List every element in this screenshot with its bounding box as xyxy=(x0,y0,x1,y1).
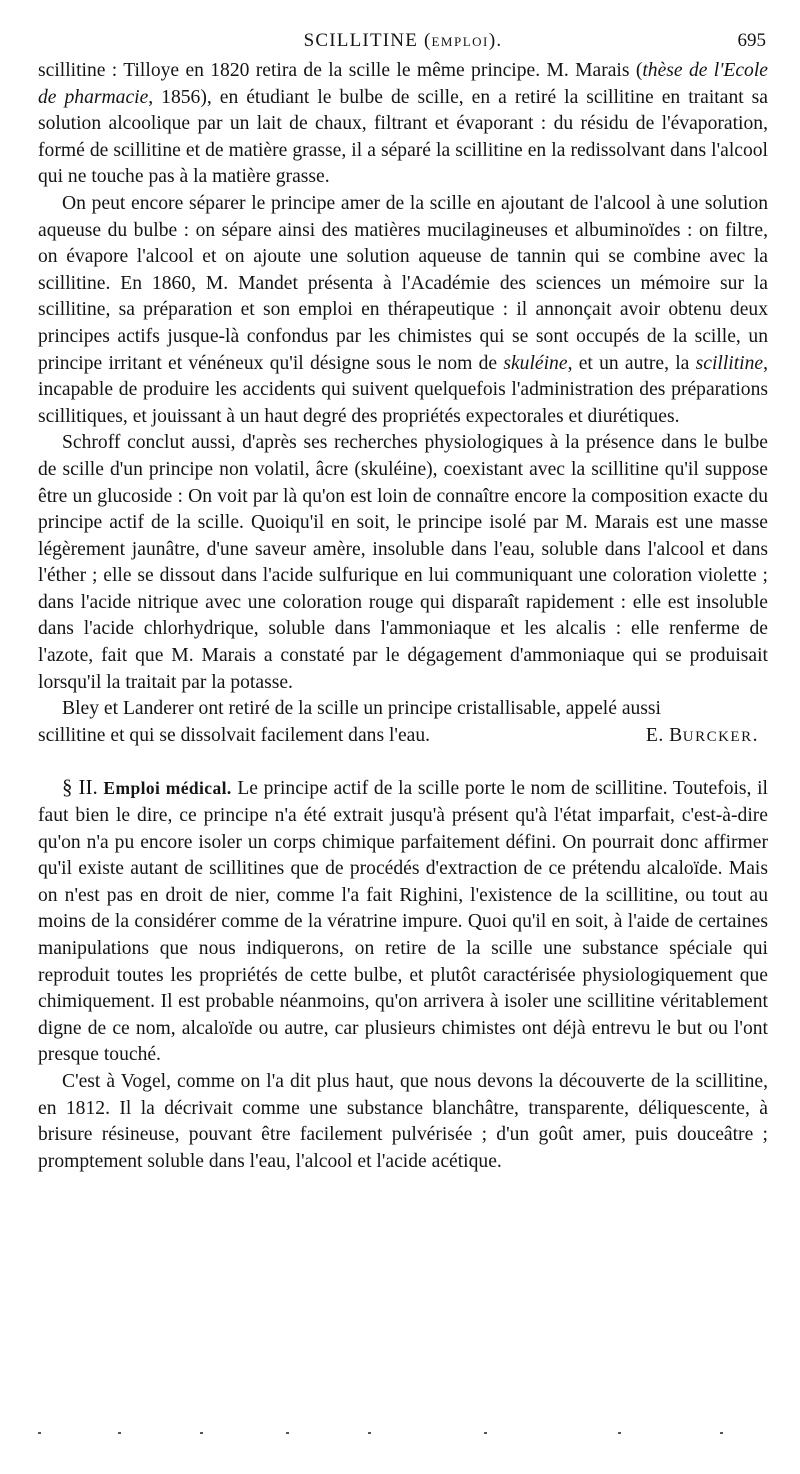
section-paragraph-1 xyxy=(38,774,768,1069)
paragraph-2-text-c: , incapable de produire les accidents qui suivent quelquefois l'administration des préparations scillitiques, et jouissant à un haut degré des propriétés expectorales et diurétiques. xyxy=(38,352,769,427)
signature-smallcaps: URCKER xyxy=(682,728,753,745)
running-title-smallcaps: EMPLOI xyxy=(431,34,489,49)
scan-mark xyxy=(484,1432,487,1434)
section-number: § II. xyxy=(62,775,98,800)
section-paragraph-1-text: Le principe actif de la scille porte le nom de scillitine. Toutefois, il faut bien le dire, ce principe n'a été extrait jusqu'à présent qu'à l'état imparfait, c'est-à-dire qu'on n'a pu encore isoler un corps chimique parfaitement défini. On pourrait donc affirmer qu'il existe autant de scillitines que de procédés d'extraction de ce prétendu alcaloïde. Mais on n'est pas en droit de nier, comme l'a fait Righini, l'existence de la scillitine, ou tout au moins de la considérer comme de la vératrine impure. Quoi qu'il en soit, à l'aide de certaines manipulations que nous indiquerons, on retire de la scille une substance spéciale qui reproduit toutes les propriétés de cette bulbe, et plutôt caractérisée physiologiquement que chimiquement. Il est probable néanmoins, qu'on arrivera à isoler une scillitine véritablement digne de ce nom, alcaloïde ou autre, car plusieurs chimistes ont déjà entrevu le but ou l'ont presque touché. xyxy=(38,778,768,1066)
scan-mark xyxy=(38,1432,41,1434)
page-number: 695 xyxy=(737,30,766,51)
paragraph-1-text-a: scillitine : Tilloye en 1820 retira de la scille le même principe. M. Marais ( xyxy=(38,60,643,81)
skuleine-italic: skuléine xyxy=(503,352,568,374)
scan-mark xyxy=(368,1432,371,1434)
paragraph-4 xyxy=(38,696,768,723)
paragraph-2-text-a: On peut encore séparer le principe amer de la scille en ajoutant de l'alcool à une solution aqueuse du bulbe : on sépare ainsi des matières mucilagineuses et albuminoïdes : on filtre, on évapore l'alcool et on ajoute une solution aqueuse de tannin qui se combine avec la scillitine. En 1860, M. Mandet présenta à l'Académie des sciences un mémoire sur la scillitine, sa préparation et son emploi en thérapeutique : il annonçait avoir obtenu deux principes actifs jusque-là confondus par les chimistes qui se sont occupés de la scille, un principe irritant et vénéneux qu'il désigne sous le nom de xyxy=(38,192,768,374)
paragraph-4-text-b: scillitine et qui se dissolvait facilement dans l'eau. xyxy=(38,724,431,746)
signature-line xyxy=(38,723,768,751)
paragraph-1-text-b: , 1856), en étudiant le bulbe de scille, en a retiré la scillitine en traitant sa solution alcoolique par un lait de chaux, filtrant et évaporant : du résidu de l'évaporation, formé de scillitine et de matière grasse, il a séparé la scillitine en la redissolvant dans l'alcool qui ne touche pas à la matière grasse. xyxy=(38,86,768,188)
scan-mark xyxy=(200,1432,203,1434)
running-title-end: ). xyxy=(488,30,503,51)
running-head xyxy=(38,30,768,58)
footer-scan-marks xyxy=(38,1432,738,1438)
document-page xyxy=(38,30,768,1175)
signature-end: . xyxy=(752,724,758,746)
paragraph-2-text-b: , et un autre, la xyxy=(567,352,696,374)
running-title xyxy=(38,30,768,52)
running-title-main: SCILLITINE ( xyxy=(303,30,432,51)
paragraph-4-text-a: Bley et Landerer ont retiré de la scille un principe cristallisable, appelé aussi xyxy=(62,698,662,720)
scillitine-italic: scillitine xyxy=(695,352,764,374)
paragraph-2 xyxy=(38,191,768,430)
scan-mark xyxy=(618,1432,621,1434)
author-signature xyxy=(646,723,768,751)
signature-initial: E. B xyxy=(645,724,683,746)
paragraph-1 xyxy=(38,58,768,191)
scan-mark xyxy=(720,1432,723,1434)
thesis-title-italic: thèse de l'Ecole de pharmacie xyxy=(38,60,768,108)
scan-mark xyxy=(286,1432,289,1434)
article-body xyxy=(38,58,768,1175)
section-title: Emploi médical. xyxy=(103,778,232,799)
section-paragraph-2: C'est à Vogel, comme on l'a dit plus haut, que nous devons la découverte de la scillitine, en 1812. Il la décrivait comme une substance blanchâtre, transparente, déliquescente, à brisure résineuse, pouvant être facilement pulvérisée ; d'un goût amer, puis douceâtre ; promptement soluble dans l'eau, l'alcool et l'acide acétique. xyxy=(38,1070,768,1172)
scan-mark xyxy=(118,1432,121,1434)
paragraph-3: Schroff conclut aussi, d'après ses recherches physiologiques à la présence dans le bulbe de scille d'un principe non volatil, âcre (skuléine), coexistant avec la scillitine qu'il suppose être un glucoside : On voit par là qu'on est loin de connaître encore la composition exacte du principe actif de la scille. Quoiqu'il en soit, le principe isolé par M. Marais est une masse légèrement jaunâtre, d'une saveur amère, insoluble dans l'eau, soluble dans l'alcool et dans l'éther ; elle se dissout dans l'acide sulfurique en lui communiquant une coloration violette ; dans l'acide nitrique avec une coloration rouge qui disparaît rapidement : elle est insoluble dans l'acide chlorhydrique, soluble dans l'ammoniaque et les alcalis : elle renferme de l'azote, fait que M. Marais a constaté par le dégagement d'ammoniaque qui se produisait lorsqu'il la traitait par la potasse. xyxy=(38,432,768,693)
section-emploi-medical xyxy=(38,774,768,1175)
